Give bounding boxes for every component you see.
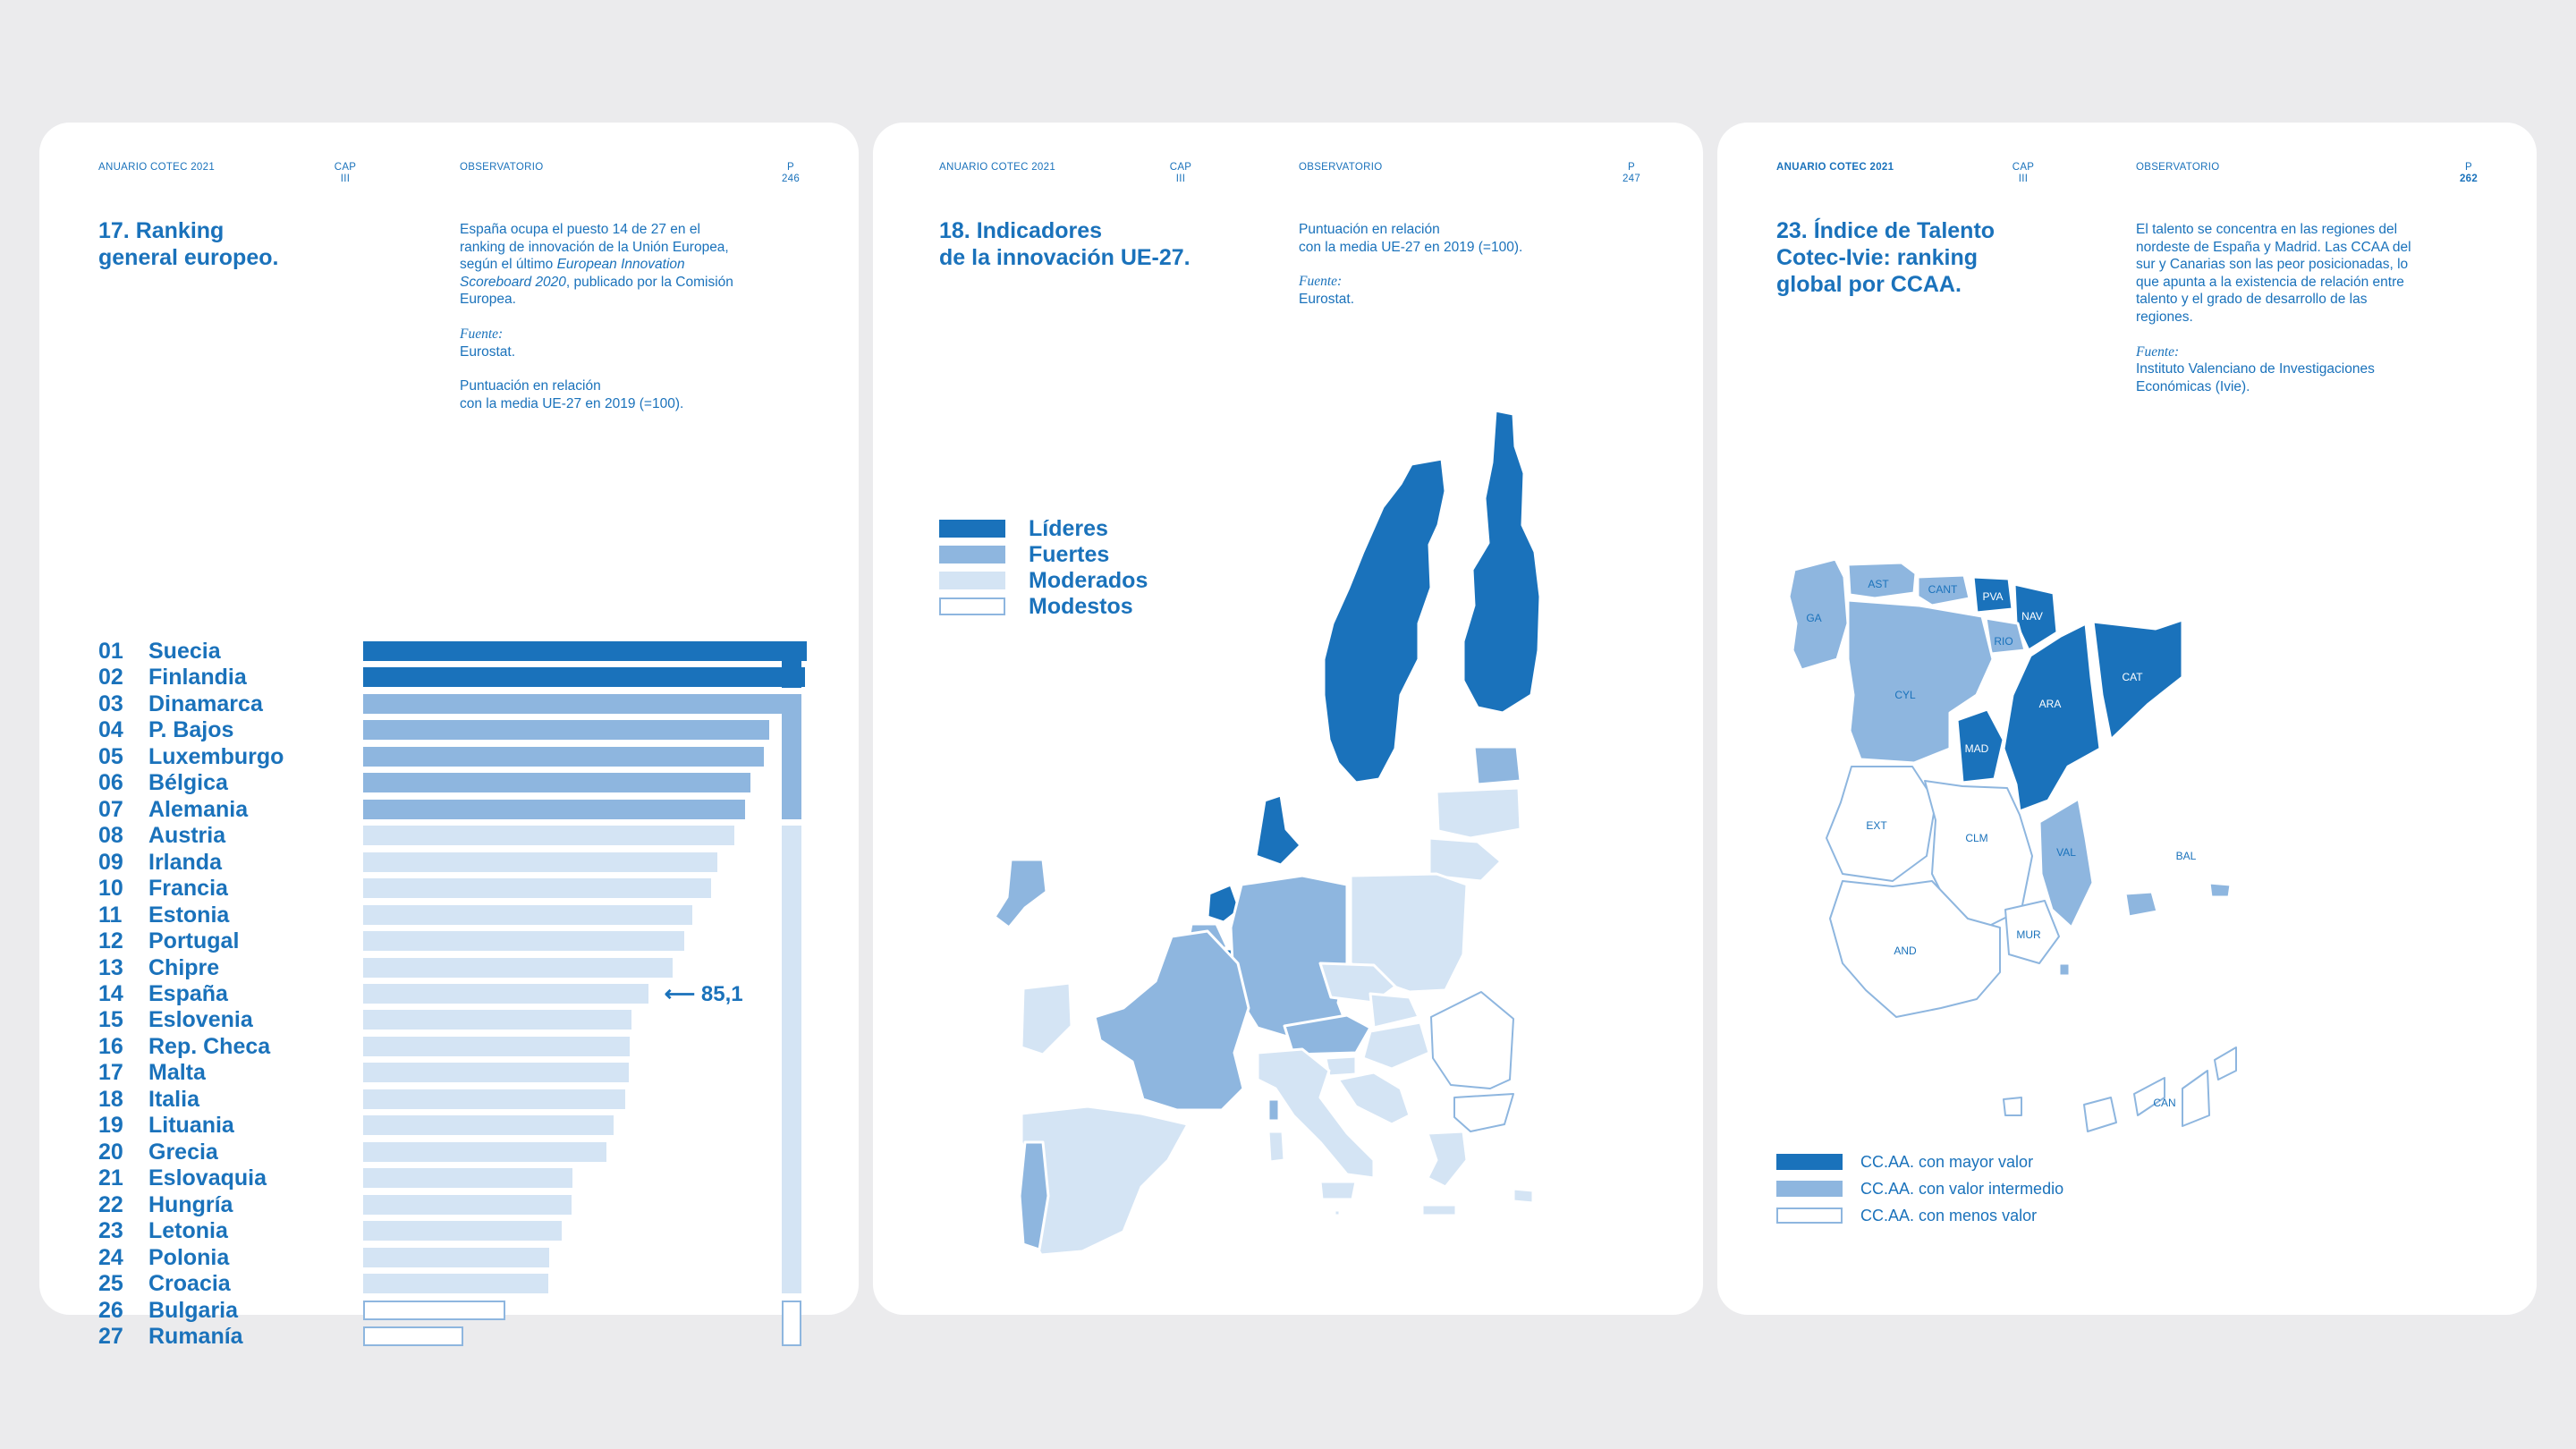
ranking-row <box>98 1324 832 1350</box>
spain-ccaa-map <box>1717 123 2537 1315</box>
group-indicator-modesto <box>782 1301 801 1347</box>
rank-number: 03 <box>98 691 123 716</box>
ranking-bar <box>363 1063 629 1082</box>
page-title: 17. Ranking general europeo. <box>98 218 279 270</box>
country-name: Chipre <box>148 954 220 980</box>
country-name: Portugal <box>148 928 240 954</box>
region-label-nav: NAV <box>2021 610 2043 623</box>
country-name: Rumanía <box>148 1323 243 1349</box>
map-region-germany <box>1231 876 1347 1038</box>
region-label-mad: MAD <box>1964 742 1989 755</box>
page-title: 18. Indicadores de la innovación UE-27. <box>939 218 1191 270</box>
country-name: Letonia <box>148 1218 228 1244</box>
ranking-bar <box>363 694 790 714</box>
ranking-bar <box>363 1115 614 1135</box>
country-name: Bélgica <box>148 770 228 796</box>
country-name: Eslovenia <box>148 1007 253 1033</box>
ranking-bar <box>363 826 734 845</box>
country-name: Luxemburgo <box>148 743 284 769</box>
ranking-row <box>98 744 832 770</box>
rank-number: 20 <box>98 1139 123 1165</box>
header-chapter <box>327 162 363 185</box>
description-text: El talento se concentra en las regiones del nordeste de España y Madrid. Las CCAA del sur y Canarias son las peor posicionadas, lo que apunta a la existencia de relación entre talento y el grado de desarrollo de las regiones. <box>2136 222 2411 325</box>
ranking-row <box>98 1271 832 1297</box>
ranking-bar <box>363 667 805 687</box>
ranking-bar <box>363 878 711 898</box>
rank-number: 18 <box>98 1086 123 1112</box>
region-label-clm: CLM <box>1965 832 1988 844</box>
ranking-bar <box>363 958 673 978</box>
note-block: Puntuación en relación con la media UE-27 en 2019 (=100). <box>1299 222 1523 255</box>
country-name: Suecia <box>148 639 221 664</box>
ranking-bar <box>363 1248 549 1267</box>
header-page <box>773 162 809 185</box>
source-block: Fuente: Eurostat. <box>1299 274 1355 307</box>
ranking-row <box>98 1298 832 1324</box>
ranking-bar <box>363 931 684 951</box>
region-label-ga: GA <box>1806 612 1822 624</box>
region-label-and: AND <box>1894 945 1917 957</box>
map-region-ireland <box>1021 983 1072 1055</box>
header-publication: ANUARIO COTEC 2021 <box>98 162 216 173</box>
bar-annotation: ⟵ 85,1 <box>664 981 743 1006</box>
header-section: OBSERVATORIO <box>460 162 544 173</box>
rank-number: 17 <box>98 1060 123 1086</box>
rank-number: 10 <box>98 876 123 902</box>
country-name: Alemania <box>148 796 249 822</box>
region-label-val: VAL <box>2056 846 2076 859</box>
country-name: Dinamarca <box>148 691 263 716</box>
rank-number: 23 <box>98 1218 123 1244</box>
ranking-bar <box>363 1274 548 1293</box>
map-region-can <box>2004 1047 2236 1131</box>
header-p-label: P <box>787 162 794 173</box>
ranking-row <box>98 876 832 902</box>
ranking-bar <box>363 1301 505 1320</box>
ranking-row <box>98 1034 832 1060</box>
map-region-sweden <box>1324 459 1445 783</box>
country-name: Eslovaquia <box>148 1165 267 1191</box>
group-indicator-fuerte <box>782 694 801 819</box>
rank-number: 01 <box>98 639 123 664</box>
legend-swatch <box>1776 1181 1843 1197</box>
country-name: Bulgaria <box>148 1297 239 1323</box>
ranking-bar <box>363 747 764 767</box>
map-region-greece <box>1428 1131 1467 1187</box>
header-publication: ANUARIO COTEC 2021 <box>939 162 1056 173</box>
ranking-row <box>98 1060 832 1086</box>
map-region-iceland <box>995 860 1046 928</box>
region-label-can: CAN <box>2153 1097 2176 1109</box>
region-label-mur: MUR <box>2016 928 2041 941</box>
map-region-denmark <box>1256 795 1301 865</box>
rank-number: 12 <box>98 928 123 954</box>
ranking-bar <box>363 984 648 1004</box>
ranking-bar <box>363 1010 631 1030</box>
rank-number: 24 <box>98 1244 123 1270</box>
ranking-bar <box>363 1142 606 1162</box>
header-section: OBSERVATORIO <box>1299 162 1383 173</box>
country-name: Finlandia <box>148 665 247 691</box>
legend-swatch <box>1776 1154 1843 1170</box>
ranking-row <box>98 1245 832 1271</box>
header-page: P 247 <box>1622 162 1641 184</box>
page-description <box>460 221 746 429</box>
header-chapter: CAP III <box>1169 162 1192 184</box>
header-chapter: CAP III <box>2012 162 2035 184</box>
ranking-row <box>98 850 832 876</box>
description-text: España ocupa el puesto 14 de 27 en el ranking de innovación de la Unión Europea, según el último European Innovation Scoreboard 2020, publicado por la Comisión Europea. <box>460 222 733 308</box>
rank-number: 09 <box>98 849 123 875</box>
ranking-row <box>98 1113 832 1139</box>
ranking-row <box>98 639 832 665</box>
group-indicator-lider <box>782 641 801 688</box>
header-page-number: 246 <box>781 174 801 184</box>
rank-number: 19 <box>98 1113 123 1139</box>
rank-number: 04 <box>98 717 123 743</box>
map-region-malta <box>1335 1210 1340 1216</box>
rank-number: 26 <box>98 1297 123 1323</box>
country-name: Hungría <box>148 1191 233 1217</box>
country-name: Estonia <box>148 902 230 928</box>
ranking-bar <box>363 773 750 792</box>
map-region-bal-3 <box>2059 963 2070 976</box>
ranking-row <box>98 981 832 1007</box>
ranking-bar <box>363 1195 572 1215</box>
ranking-row <box>98 770 832 796</box>
header-cap-number: III <box>340 174 351 184</box>
map-region-bal <box>2125 892 2157 917</box>
ranking-bar <box>363 1037 630 1056</box>
ranking-bar <box>363 1089 625 1109</box>
country-name: Irlanda <box>148 849 222 875</box>
map-region-crete <box>1422 1205 1456 1216</box>
ranking-bar <box>363 641 807 661</box>
ranking-bar <box>363 1326 463 1346</box>
map-region-latvia <box>1436 788 1521 838</box>
map-region-finland <box>1463 411 1540 713</box>
country-name: Croacia <box>148 1271 231 1297</box>
page-262-card: ANUARIO COTEC 2021 CAP III OBSERVATORIO P 262 23. Índice de Talento Cotec-Ivie: ranking global por CCAA. El talento se concentra en las regiones del nordeste de España y Madrid. Las CCAA del sur y Canarias son las peor posicionadas, lo que apunta a la existencia de relación entre talento y el grado de desarrollo de las regiones. Fuente: Instituto Valenciano de Investigaciones Económicas (Ivie). GA AST CANT PVA NAV RIO CYL ARA CAT MAD EXT CLM VAL BAL MUR AND CAN CC.AA. con mayor valor CC.AA. con valor intermedio CC.AA. con menos valor <box>1717 123 2537 1315</box>
region-label-bal: BAL <box>2175 850 2197 862</box>
rank-number: 13 <box>98 954 123 980</box>
header-publication: ANUARIO COTEC 2021 <box>1776 162 1894 173</box>
group-indicator-moderado <box>782 826 801 1293</box>
note-block: Puntuación en relación con la media UE-27 en 2019 (=100). <box>460 378 684 411</box>
region-label-ara: ARA <box>2038 698 2062 710</box>
region-label-rio: RIO <box>1994 635 2013 648</box>
ranking-row <box>98 1218 832 1244</box>
map-region-corsica <box>1268 1099 1279 1121</box>
map-region-france <box>1095 931 1249 1110</box>
rank-number: 22 <box>98 1191 123 1217</box>
rank-number: 15 <box>98 1007 123 1033</box>
page-246-card <box>39 123 859 1349</box>
country-name: Rep. Checa <box>148 1033 271 1059</box>
country-name: España <box>148 980 228 1006</box>
header-cap-label: CAP <box>334 162 357 173</box>
map-region-slovenia <box>1326 1056 1356 1076</box>
region-label-cat: CAT <box>2122 671 2143 683</box>
ranking-bar <box>363 720 769 740</box>
rank-number: 05 <box>98 743 123 769</box>
region-label-pva: PVA <box>1982 590 2004 603</box>
ranking-bar <box>363 905 692 925</box>
europe-map <box>873 123 1703 1315</box>
map-region-hungary <box>1363 1022 1429 1069</box>
ranking-bar <box>363 1168 572 1188</box>
ranking-row <box>98 1087 832 1113</box>
rank-number: 08 <box>98 823 123 849</box>
rank-number: 07 <box>98 796 123 822</box>
ranking-row <box>98 928 832 954</box>
rank-number: 02 <box>98 665 123 691</box>
region-label-cyl: CYL <box>1894 689 1916 701</box>
map-region-croatia <box>1338 1072 1410 1124</box>
ranking-row <box>98 1007 832 1033</box>
rank-number: 25 <box>98 1271 123 1297</box>
rank-number: 14 <box>98 980 123 1006</box>
ranking-row <box>98 1192 832 1218</box>
legend-swatch <box>1776 1208 1843 1224</box>
header-section: OBSERVATORIO <box>2136 162 2220 173</box>
ranking-bar <box>363 1221 562 1241</box>
page-title: 23. Índice de Talento Cotec-Ivie: ranking global por CCAA. <box>1776 218 1996 297</box>
ranking-row <box>98 823 832 849</box>
map-region-sardinia <box>1268 1131 1284 1162</box>
page-247-card: ANUARIO COTEC 2021 CAP III OBSERVATORIO P 247 18. Indicadores de la innovación UE-27. Puntuación en relación con la media UE-27 en 2019 (=100). Fuente: Eurostat. Líderes Fuertes Moderados Modestos <box>873 123 1703 1315</box>
ranking-row <box>98 902 832 928</box>
header-page: P 262 <box>2459 162 2479 184</box>
region-label-ext: EXT <box>1866 819 1887 832</box>
map-region-sicily <box>1320 1182 1356 1199</box>
ranking-row <box>98 1165 832 1191</box>
country-name: P. Bajos <box>148 717 234 743</box>
country-name: Lituania <box>148 1113 234 1139</box>
ranking-row <box>98 717 832 743</box>
map-region-cyprus <box>1513 1189 1533 1203</box>
map-region-bal-2 <box>2209 883 2231 897</box>
ranking-row <box>98 955 832 981</box>
rank-number: 21 <box>98 1165 123 1191</box>
country-name: Austria <box>148 823 226 849</box>
map-region-bulgaria <box>1454 1094 1513 1131</box>
ranking-row <box>98 797 832 823</box>
rank-number: 11 <box>98 902 123 928</box>
map-region-romania <box>1431 992 1513 1089</box>
rank-number: 06 <box>98 770 123 796</box>
region-label-cant: CANT <box>1928 583 1958 596</box>
country-name: Malta <box>148 1060 206 1086</box>
ranking-row <box>98 665 832 691</box>
country-name: Italia <box>148 1086 199 1112</box>
source-block: Fuente: Eurostat. <box>460 326 516 360</box>
country-name: Polonia <box>148 1244 230 1270</box>
source-block: Fuente: Instituto Valenciano de Investigaciones Económicas (Ivie). <box>2136 343 2375 394</box>
ranking-bar <box>363 852 717 872</box>
rank-number: 27 <box>98 1323 123 1349</box>
ranking-row <box>98 691 832 717</box>
ranking-bar <box>363 800 745 819</box>
country-name: Francia <box>148 876 228 902</box>
region-label-ast: AST <box>1868 578 1889 590</box>
country-name: Grecia <box>148 1139 218 1165</box>
ranking-row <box>98 1140 832 1165</box>
map-region-estonia <box>1474 747 1521 784</box>
rank-number: 16 <box>98 1033 123 1059</box>
